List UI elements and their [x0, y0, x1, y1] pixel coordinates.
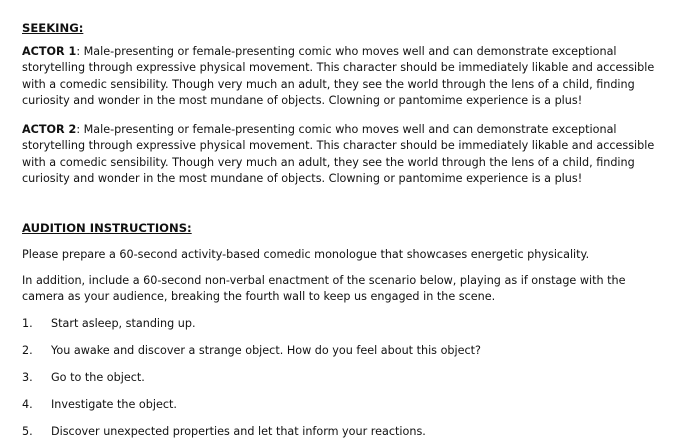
- enactment-instruction: In addition, include a 60-second non-verbal enactment of the scenario below, playing as if onstage with the camera as your audience, breaking the fourth wall to keep us engaged in the scene.: [22, 274, 626, 304]
- list-item: [22, 343, 662, 359]
- actor-1-label: ACTOR 1: [22, 45, 77, 58]
- step-number: 2.: [22, 344, 33, 357]
- list-item: [22, 316, 662, 332]
- step-number: 5.: [22, 425, 33, 438]
- step-number: 1.: [22, 317, 33, 330]
- actor-2-description: [22, 122, 662, 188]
- monologue-instruction: Please prepare a 60-second activity-based comedic monologue that showcases energetic physicality.: [22, 248, 590, 261]
- list-item: [22, 370, 662, 386]
- list-item: [22, 397, 662, 413]
- actor-2-text: : Male-presenting or female-presenting comic who moves well and can demonstrate exceptional storytelling through expressive physical movement. This character should be immediately likable and accessible with a comedic sensibility. Though very much an adult, they see the world through the lens of a child, finding curiosity and wonder in the most mundane of objects. Clowning or pantomime experience is a plus!: [22, 123, 655, 186]
- seeking-heading: SEEKING:: [22, 21, 84, 35]
- list-item: [22, 424, 662, 440]
- step-number: 3.: [22, 371, 33, 384]
- actor-1-text: : Male-presenting or female-presenting comic who moves well and can demonstrate exceptional storytelling through expressive physical movement. This character should be immediately likable and accessible with a comedic sensibility. Though very much an adult, they see the world through the lens of a child, finding curiosity and wonder in the most mundane of objects. Clowning or pantomime experience is a plus!: [22, 45, 655, 108]
- actor-2-label: ACTOR 2: [22, 123, 77, 136]
- step-text: Start asleep, standing up.: [51, 317, 196, 330]
- step-text: Go to the object.: [51, 371, 145, 384]
- step-number: 4.: [22, 398, 33, 411]
- step-text: Investigate the object.: [51, 398, 177, 411]
- audition-heading: AUDITION INSTRUCTIONS:: [22, 221, 192, 235]
- actor-1-description: [22, 44, 662, 110]
- step-text: You awake and discover a strange object. How do you feel about this object?: [51, 344, 481, 357]
- step-text: Discover unexpected properties and let that inform your reactions.: [51, 425, 426, 438]
